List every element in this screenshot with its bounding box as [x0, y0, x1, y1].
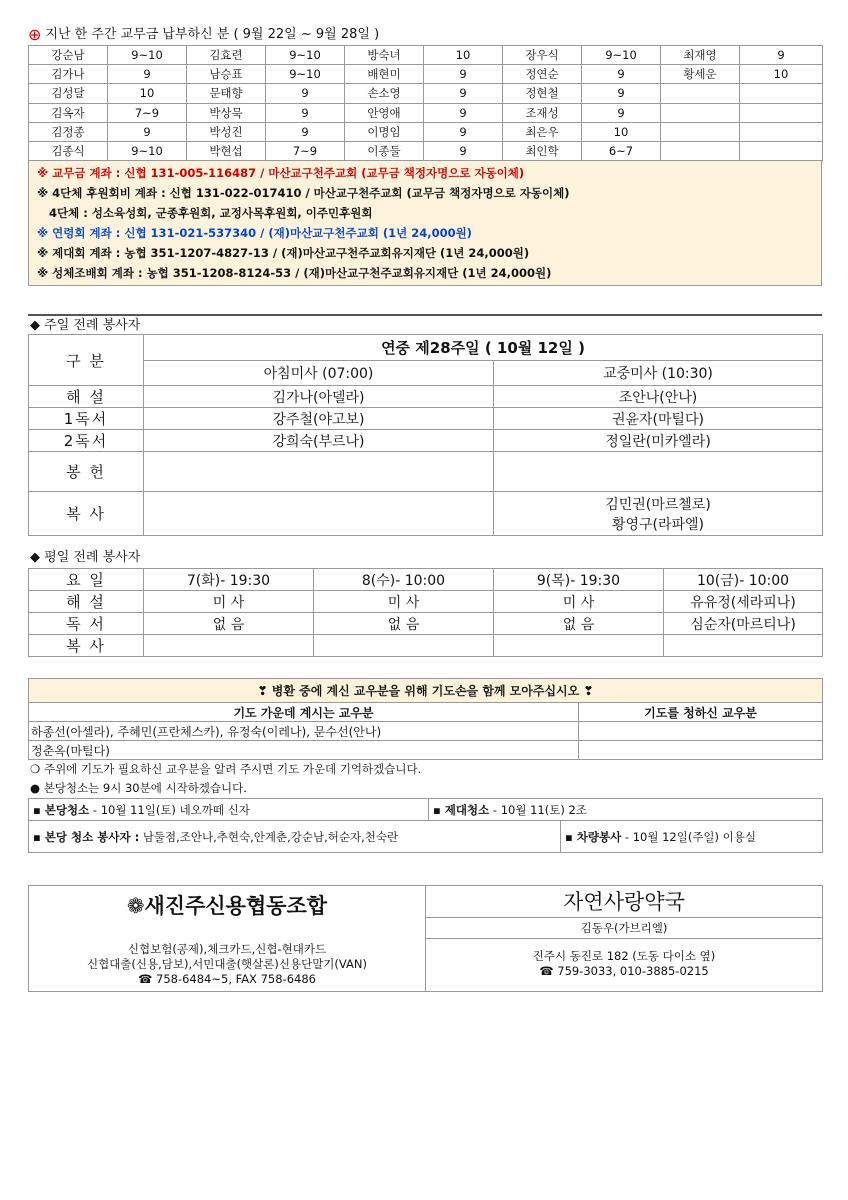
dues-name-cell: 장우식: [503, 46, 582, 65]
pharmacy-title: 자연사랑약국: [426, 886, 822, 918]
sunday-section-title: ◆ 주일 전례 봉사자: [28, 314, 822, 334]
chore-cleaning-volunteers: ▪ 본당 청소 봉사자 : 남둘점,조안나,추현숙,안계춘,강순남,허순자,천숙란: [29, 821, 561, 853]
notes: [28, 760, 822, 798]
dues-month-cell: 9: [108, 65, 187, 84]
dues-name-cell: 박현섭: [187, 141, 266, 160]
prayer-row: 하종선(아셀라), 주혜민(프란체스카), 유정숙(이레나), 문수선(안나): [29, 722, 579, 741]
weekday-cell: 심순자(마르티나): [664, 613, 823, 635]
account-adoration: ※ 성체조배회 계좌 : 농협 351-1208-8124-53 / (재)마산교구천주교회유지재단 (1년 24,000원): [37, 266, 552, 281]
weekday-header-label: 요 일: [29, 569, 144, 591]
dues-name-cell: 최은우: [503, 122, 582, 141]
mass2-cell: 조안나(안나): [494, 386, 823, 408]
dues-month-cell: 9: [424, 141, 503, 160]
account-altar: ※ 제대회 계좌 : 농협 351-1207-4827-13 / (재)마산교구천주교회유지재단 (1년 24,000원): [37, 246, 530, 261]
dues-month-cell: [740, 141, 823, 160]
weekday-cell: [494, 635, 664, 657]
dues-row: [29, 122, 823, 141]
mass2-cell: 권윤자(마틸다): [494, 408, 823, 430]
dues-month-cell: 9~10: [108, 141, 187, 160]
mass1-cell: 강주철(야고보): [144, 408, 494, 430]
dues-row: [29, 103, 823, 122]
category-label: 구 분: [29, 335, 144, 386]
pharmacy-address: 진주시 동진로 182 (도동 다이소 옆): [532, 949, 716, 963]
credit-union-line2: 신협대출(신용,담보),서민대출(햇살론)신용단말기(VAN): [86, 957, 367, 971]
chores-table: [28, 798, 823, 853]
dues-name-cell: [661, 103, 740, 122]
dues-month-cell: 9~10: [266, 65, 345, 84]
dues-name-cell: [661, 122, 740, 141]
dues-name-cell: 최재영: [661, 46, 740, 65]
server-1: 김민권(마르첼로): [605, 496, 711, 513]
pharmacy-owner: 김동우(가브리엘): [580, 921, 668, 935]
dues-month-cell: 9: [424, 65, 503, 84]
dues-name-cell: [661, 141, 740, 160]
prayer-requester: [579, 722, 823, 741]
cross-icon: ⊕: [28, 25, 42, 44]
row-label: 독 서: [29, 613, 144, 635]
dues-month-cell: 9: [582, 103, 661, 122]
sunday-table: [28, 334, 823, 536]
prayer-row: 정춘옥(마틸다): [29, 741, 579, 760]
weekday-cell: [314, 635, 494, 657]
dues-name-cell: 김가나: [29, 65, 108, 84]
dues-month-cell: 9: [424, 103, 503, 122]
row-label: 2독서: [29, 430, 144, 452]
dues-name-cell: 박성진: [187, 122, 266, 141]
dues-name-cell: 문태향: [187, 84, 266, 103]
dues-title: 지난 한 주간 교무금 납부하신 분 ( 9월 22일 ~ 9월 28일 ): [45, 27, 380, 42]
dues-name-cell: 강순남: [29, 46, 108, 65]
weekday-header-cell: 8(수)- 10:00: [314, 569, 494, 591]
dues-section: [28, 25, 822, 286]
dues-month-cell: 7~9: [266, 141, 345, 160]
dues-month-cell: [740, 84, 823, 103]
sunday-section: [28, 314, 822, 536]
mass1-cell: 강희숙(부르나): [144, 430, 494, 452]
prayer-requester: [579, 741, 823, 760]
dues-month-cell: 10: [740, 65, 823, 84]
dues-name-cell: 김효련: [187, 46, 266, 65]
dues-row: [29, 141, 823, 160]
weekday-table: [28, 568, 823, 657]
phone-icon: ☎: [539, 964, 554, 978]
weekday-cell: [144, 635, 314, 657]
dues-month-cell: 10: [108, 84, 187, 103]
credit-union-logo-icon: ❁: [126, 894, 145, 918]
weekday-cell: [664, 635, 823, 657]
row-label: 1독서: [29, 408, 144, 430]
credit-union-title: ❁새진주신용협동조합: [126, 894, 328, 918]
ad-credit-union: [29, 886, 426, 992]
weekday-cell: 유유정(세라피나): [664, 591, 823, 613]
prayer-col2-header: 기도를 청하신 교우분: [579, 703, 823, 722]
dues-name-cell: 남승표: [187, 65, 266, 84]
prayer-section: [28, 678, 822, 853]
dues-name-cell: 손소영: [345, 84, 424, 103]
dues-name-cell: 정현철: [503, 84, 582, 103]
credit-union-phone: ☎ 758-6484~5, FAX 758-6486: [138, 972, 316, 986]
dues-month-cell: 9: [266, 103, 345, 122]
pharmacy-phone: ☎ 759-3033, 010-3885-0215: [539, 964, 709, 978]
mass2-cell: [494, 452, 823, 492]
week-title: 연중 제28주일 ( 10월 12일 ): [144, 335, 823, 361]
dues-name-cell: 이종둘: [345, 141, 424, 160]
dues-month-cell: 10: [582, 122, 661, 141]
chore-vehicle: ▪ 차량봉사 - 10월 12일(주일) 이용실: [561, 821, 823, 853]
row-label: 복 사: [29, 635, 144, 657]
dues-name-cell: 김정종: [29, 122, 108, 141]
prayer-header: ❣ 병환 중에 계신 교우분을 위해 기도손을 함께 모아주십시오 ❣: [29, 679, 823, 703]
dues-name-cell: 최인학: [503, 141, 582, 160]
server-2: 황영구(라파엘): [611, 516, 705, 533]
weekday-cell: 없 음: [494, 613, 664, 635]
prayer-table: [28, 678, 823, 760]
dues-title-row: [28, 25, 822, 45]
weekday-header-cell: 10(금)- 10:00: [664, 569, 823, 591]
dues-month-cell: 7~9: [108, 103, 187, 122]
dues-month-cell: 9~10: [108, 46, 187, 65]
dues-name-cell: 이명임: [345, 122, 424, 141]
dues-row: [29, 65, 823, 84]
dues-name-cell: 박상묵: [187, 103, 266, 122]
prayer-col1-header: 기도 가운데 계시는 교우분: [29, 703, 579, 722]
ad-pharmacy: [426, 886, 823, 992]
dues-month-cell: [740, 103, 823, 122]
weekday-section: [28, 548, 822, 657]
dues-name-cell: 조재성: [503, 103, 582, 122]
dues-month-cell: 9: [266, 84, 345, 103]
ads-section: [28, 885, 822, 992]
dues-month-cell: 9~10: [582, 46, 661, 65]
dues-table: [28, 45, 823, 161]
dues-name-cell: 방숙녀: [345, 46, 424, 65]
credit-union-line1: 신협보험(공제),체크카드,신협-현대카드: [127, 942, 327, 956]
weekday-cell: 미 사: [494, 591, 664, 613]
dues-row: [29, 84, 823, 103]
dues-month-cell: 9: [108, 122, 187, 141]
four-groups-list: 4단체 : 성소육성회, 군종후원회, 교정사목후원회, 이주민후원회: [49, 206, 373, 221]
note-prayer: ❍ 주위에 기도가 필요하신 교우분을 알려 주시면 기도 가운데 기억하겠습니다.: [30, 762, 422, 776]
chore-altar-cleaning: ▪ 제대청소 - 10월 11(토) 2조: [429, 799, 823, 821]
mass1-cell: [144, 452, 494, 492]
mass2-cell: [494, 492, 823, 536]
mass1-cell: [144, 492, 494, 536]
chore-church-cleaning: ▪ 본당청소 - 10월 11일(토) 네오까떼 신자: [29, 799, 429, 821]
dues-name-cell: [661, 84, 740, 103]
mass2-cell: 정일란(미카엘라): [494, 430, 823, 452]
mass1-header: 아침미사 (07:00): [144, 361, 494, 386]
dues-name-cell: 김옥자: [29, 103, 108, 122]
weekday-cell: 미 사: [314, 591, 494, 613]
dues-name-cell: 안영애: [345, 103, 424, 122]
dues-name-cell: 김종식: [29, 141, 108, 160]
row-label: 해 설: [29, 591, 144, 613]
account-four-groups: ※ 4단체 후원회비 계좌 : 신협 131-022-017410 / 마산교구천주교회 (교무금 책정자명으로 자동이체): [37, 186, 570, 201]
row-label: 해 설: [29, 386, 144, 408]
mass1-cell: 김가나(아델라): [144, 386, 494, 408]
dues-month-cell: 6~7: [582, 141, 661, 160]
dues-month-cell: 9~10: [266, 46, 345, 65]
dues-month-cell: 9: [424, 122, 503, 141]
dues-name-cell: 황세운: [661, 65, 740, 84]
accounts-box: [28, 161, 822, 286]
weekday-cell: 미 사: [144, 591, 314, 613]
phone-icon: ☎: [138, 972, 153, 986]
dues-name-cell: 김성달: [29, 84, 108, 103]
dues-month-cell: 9: [582, 84, 661, 103]
ads-table: [28, 885, 823, 992]
dues-name-cell: 정연순: [503, 65, 582, 84]
dues-month-cell: 9: [582, 65, 661, 84]
weekday-cell: 없 음: [314, 613, 494, 635]
account-funeral: ※ 연령회 계좌 : 신협 131-021-537340 / (재)마산교구천주교회 (1년 24,000원): [37, 226, 472, 241]
weekday-cell: 없 음: [144, 613, 314, 635]
dues-month-cell: 10: [424, 46, 503, 65]
dues-month-cell: [740, 122, 823, 141]
row-label: 복 사: [29, 492, 144, 536]
dues-month-cell: 9: [424, 84, 503, 103]
weekday-header-cell: 9(목)- 19:30: [494, 569, 664, 591]
note-cleaning: ● 본당청소는 9시 30분에 시작하겠습니다.: [30, 781, 247, 795]
weekday-section-title: ◆ 평일 전례 봉사자: [30, 550, 141, 565]
dues-month-cell: 9: [266, 122, 345, 141]
weekday-header-cell: 7(화)- 19:30: [144, 569, 314, 591]
dues-month-cell: 9: [740, 46, 823, 65]
dues-name-cell: 배현미: [345, 65, 424, 84]
row-label: 봉 헌: [29, 452, 144, 492]
dues-row: [29, 46, 823, 65]
mass2-header: 교중미사 (10:30): [494, 361, 823, 386]
account-dues: ※ 교무금 계좌 : 신협 131-005-116487 / 마산교구천주교회 (교무금 책정자명으로 자동이체): [37, 166, 525, 181]
